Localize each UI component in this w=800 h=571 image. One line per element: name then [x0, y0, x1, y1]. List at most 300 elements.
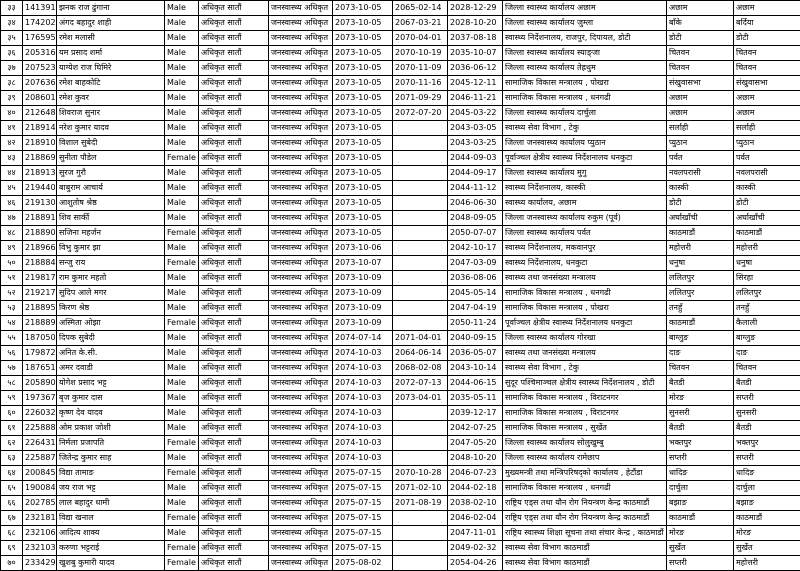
post-title-cell: जनस्वास्थ्य अधिकृत — [269, 301, 333, 316]
home-district-cell: संखुवासभा — [667, 76, 734, 91]
home-district-cell: ललितपुर — [667, 286, 734, 301]
retirement-date-cell: 2042-10-17 — [448, 241, 503, 256]
employee-id-cell: 207523 — [23, 61, 57, 76]
office-name-cell: स्वास्थ्य सेवा विभाग काठमाडौं — [503, 541, 667, 556]
row-number-cell: ५८ — [1, 376, 23, 391]
table-row — [1, 421, 800, 436]
row-number-cell: ५५ — [1, 331, 23, 346]
appointment-date-cell: 2073-10-07 — [333, 256, 393, 271]
row-number-cell: ६० — [1, 406, 23, 421]
row-number-cell: ४३ — [1, 151, 23, 166]
appointment-date-cell: 2075-08-02 — [333, 556, 393, 571]
retirement-date-cell: 2036-05-07 — [448, 346, 503, 361]
gender-cell: Female — [165, 511, 199, 526]
office-name-cell: सामाजिक विकास मन्त्रालय , धनगढी — [503, 91, 667, 106]
table-row — [1, 1, 800, 16]
office-name-cell: जिल्ला स्वास्थ्य कार्यालय दार्चुला — [503, 106, 667, 121]
permanent-district-cell: संखुवासभा — [734, 76, 800, 91]
employee-name-cell: सजिना महर्जन — [57, 226, 165, 241]
employee-name-cell: ओम प्रकाश जोशी — [57, 421, 165, 436]
first-appointment-date-cell — [393, 136, 448, 151]
employee-id-cell: 232103 — [23, 541, 57, 556]
office-name-cell: स्वास्थ्य कार्यालय, अछाम — [503, 196, 667, 211]
first-appointment-date-cell — [393, 181, 448, 196]
row-number-cell: ४८ — [1, 226, 23, 241]
post-level-cell: अधिकृत सातौं — [199, 466, 269, 481]
employee-id-cell: 219217 — [23, 286, 57, 301]
table-row — [1, 16, 800, 31]
retirement-date-cell: 2035-05-11 — [448, 391, 503, 406]
first-appointment-date-cell: 2068-02-08 — [393, 361, 448, 376]
office-name-cell: सामाजिक विकास मन्त्रालय , धनगढी — [503, 286, 667, 301]
home-district-cell: धनुषा — [667, 256, 734, 271]
employee-name-cell: झनक राज ढुंगाना — [57, 1, 165, 16]
office-name-cell: जिल्ला स्वास्थ्य कार्यालय मुगु — [503, 166, 667, 181]
retirement-date-cell: 2040-09-15 — [448, 331, 503, 346]
permanent-district-cell: अछाम — [734, 91, 800, 106]
employee-name-cell: आदित्य शाक्य — [57, 526, 165, 541]
post-title-cell: जनस्वास्थ्य अधिकृत — [269, 241, 333, 256]
home-district-cell: काठमाडौं — [667, 226, 734, 241]
employee-name-cell: राम कुमार महतो — [57, 271, 165, 286]
appointment-date-cell: 2073-10-05 — [333, 226, 393, 241]
post-title-cell: जनस्वास्थ्य अधिकृत — [269, 256, 333, 271]
permanent-district-cell: धनुषा — [734, 256, 800, 271]
home-district-cell: अछाम — [667, 91, 734, 106]
home-district-cell: डोटी — [667, 31, 734, 46]
gender-cell: Female — [165, 436, 199, 451]
first-appointment-date-cell — [393, 541, 448, 556]
table-row — [1, 76, 800, 91]
appointment-date-cell: 2075-07-15 — [333, 481, 393, 496]
first-appointment-date-cell — [393, 121, 448, 136]
row-number-cell: ५० — [1, 256, 23, 271]
post-level-cell: अधिकृत सातौं — [199, 541, 269, 556]
row-number-cell: ३५ — [1, 31, 23, 46]
first-appointment-date-cell — [393, 421, 448, 436]
employee-name-cell: रमेश कुवर — [57, 91, 165, 106]
home-district-cell: मोरङ — [667, 391, 734, 406]
post-title-cell: जनस्वास्थ्य अधिकृत — [269, 451, 333, 466]
post-title-cell: जनस्वास्थ्य अधिकृत — [269, 391, 333, 406]
home-district-cell: अछाम — [667, 106, 734, 121]
post-level-cell: अधिकृत सातौं — [199, 316, 269, 331]
employee-id-cell: 208601 — [23, 91, 57, 106]
retirement-date-cell: 2046-07-23 — [448, 466, 503, 481]
first-appointment-date-cell — [393, 241, 448, 256]
post-title-cell: जनस्वास्थ्य अधिकृत — [269, 361, 333, 376]
retirement-date-cell: 2044-06-15 — [448, 376, 503, 391]
row-number-cell: ६४ — [1, 466, 23, 481]
home-district-cell: चितवन — [667, 361, 734, 376]
home-district-cell: बैतडी — [667, 376, 734, 391]
employee-id-cell: 179872 — [23, 346, 57, 361]
home-district-cell: सुनसरी — [667, 406, 734, 421]
permanent-district-cell: ललितपुर — [734, 286, 800, 301]
first-appointment-date-cell: 2071-04-01 — [393, 331, 448, 346]
home-district-cell: अछाम — [667, 1, 734, 16]
gender-cell: Male — [165, 16, 199, 31]
gender-cell: Female — [165, 226, 199, 241]
home-district-cell: मोरङ — [667, 526, 734, 541]
first-appointment-date-cell: 2073-04-01 — [393, 391, 448, 406]
appointment-date-cell: 2073-10-09 — [333, 301, 393, 316]
office-name-cell: स्वास्थ्य निर्देशनालय, धनकुटा — [503, 256, 667, 271]
home-district-cell: बाँके — [667, 16, 734, 31]
retirement-date-cell: 2028-12-29 — [448, 1, 503, 16]
post-level-cell: अधिकृत सातौं — [199, 451, 269, 466]
table-row — [1, 136, 800, 151]
first-appointment-date-cell — [393, 526, 448, 541]
row-number-cell: ५६ — [1, 346, 23, 361]
post-level-cell: अधिकृत सातौं — [199, 46, 269, 61]
post-level-cell: अधिकृत सातौं — [199, 31, 269, 46]
employee-id-cell: 218913 — [23, 166, 57, 181]
appointment-date-cell: 2075-07-15 — [333, 466, 393, 481]
first-appointment-date-cell: 2072-07-20 — [393, 106, 448, 121]
employee-name-cell: नरेश कुमार यादव — [57, 121, 165, 136]
home-district-cell: बझाङ — [667, 496, 734, 511]
appointment-date-cell: 2073-10-09 — [333, 316, 393, 331]
employee-name-cell: करुणा भट्टराई — [57, 541, 165, 556]
post-level-cell: अधिकृत सातौं — [199, 211, 269, 226]
post-title-cell: जनस्वास्थ्य अधिकृत — [269, 286, 333, 301]
retirement-date-cell: 2048-10-20 — [448, 451, 503, 466]
permanent-district-cell: मोरङ — [734, 526, 800, 541]
post-level-cell: अधिकृत सातौं — [199, 256, 269, 271]
employee-id-cell: 219130 — [23, 196, 57, 211]
post-level-cell: अधिकृत सातौं — [199, 406, 269, 421]
home-district-cell: चितवन — [667, 61, 734, 76]
post-level-cell: अधिकृत सातौं — [199, 556, 269, 571]
post-title-cell: जनस्वास्थ्य अधिकृत — [269, 376, 333, 391]
employee-name-cell: अनित के.सी. — [57, 346, 165, 361]
employee-id-cell: 207636 — [23, 76, 57, 91]
office-name-cell: जिल्ला स्वास्थ्य कार्यालय गोरखा — [503, 331, 667, 346]
row-number-cell: ४२ — [1, 136, 23, 151]
post-title-cell: जनस्वास्थ्य अधिकृत — [269, 541, 333, 556]
appointment-date-cell: 2073-10-05 — [333, 1, 393, 16]
appointment-date-cell: 2073-10-05 — [333, 166, 393, 181]
appointment-date-cell: 2075-07-15 — [333, 526, 393, 541]
first-appointment-date-cell: 2072-07-13 — [393, 376, 448, 391]
employee-name-cell: याग्येश राज घिमिरे — [57, 61, 165, 76]
table-row — [1, 481, 800, 496]
office-name-cell: स्वास्थ्य निर्देशनालय, राजपुर, दिपायल, डोटी — [503, 31, 667, 46]
employee-id-cell: 225887 — [23, 451, 57, 466]
retirement-date-cell: 2049-02-32 — [448, 541, 503, 556]
table-row — [1, 256, 800, 271]
retirement-date-cell: 2028-10-20 — [448, 16, 503, 31]
gender-cell: Male — [165, 451, 199, 466]
gender-cell: Male — [165, 406, 199, 421]
retirement-date-cell: 2045-05-14 — [448, 286, 503, 301]
office-name-cell: मुख्यमन्त्री तथा मन्त्रिपरिषद्को कार्यालय , हेटौंडा — [503, 466, 667, 481]
post-title-cell: जनस्वास्थ्य अधिकृत — [269, 1, 333, 16]
employee-name-cell: जय राज भट्ट — [57, 481, 165, 496]
home-district-cell: चितवन — [667, 46, 734, 61]
gender-cell: Male — [165, 121, 199, 136]
table-row — [1, 211, 800, 226]
appointment-date-cell: 2074-07-14 — [333, 331, 393, 346]
post-level-cell: अधिकृत सातौं — [199, 241, 269, 256]
permanent-district-cell: अर्घाखाँची — [734, 211, 800, 226]
appointment-date-cell: 2073-10-05 — [333, 106, 393, 121]
permanent-district-cell: चितवन — [734, 46, 800, 61]
post-title-cell: जनस्वास्थ्य अधिकृत — [269, 91, 333, 106]
permanent-district-cell: बाग्लुङ — [734, 331, 800, 346]
office-name-cell: पूर्वाञ्चल क्षेत्रीय स्वास्थ्य निर्देशनालय धनकुटा — [503, 151, 667, 166]
row-number-cell: ३९ — [1, 91, 23, 106]
office-name-cell: स्वास्थ्य निर्देशनालय, कास्की — [503, 181, 667, 196]
row-number-cell: ६८ — [1, 526, 23, 541]
row-number-cell: ५९ — [1, 391, 23, 406]
post-level-cell: अधिकृत सातौं — [199, 166, 269, 181]
first-appointment-date-cell — [393, 256, 448, 271]
first-appointment-date-cell — [393, 406, 448, 421]
gender-cell: Male — [165, 301, 199, 316]
post-level-cell: अधिकृत सातौं — [199, 421, 269, 436]
post-title-cell: जनस्वास्थ्य अधिकृत — [269, 121, 333, 136]
row-number-cell: ३६ — [1, 46, 23, 61]
retirement-date-cell: 2043-03-25 — [448, 136, 503, 151]
home-district-cell: प्युठान — [667, 136, 734, 151]
row-number-cell: ३७ — [1, 61, 23, 76]
gender-cell: Male — [165, 241, 199, 256]
office-name-cell: स्वास्थ्य तथा जनसंख्या मन्त्रालय — [503, 271, 667, 286]
retirement-date-cell: 2043-10-14 — [448, 361, 503, 376]
post-title-cell: जनस्वास्थ्य अधिकृत — [269, 211, 333, 226]
permanent-district-cell: अछाम — [734, 1, 800, 16]
appointment-date-cell: 2073-10-05 — [333, 121, 393, 136]
office-name-cell: जिल्ला स्वास्थ्य कार्यालय स्याङ्जा — [503, 46, 667, 61]
employee-id-cell: 218891 — [23, 211, 57, 226]
employee-name-cell: बृज कुमार दास — [57, 391, 165, 406]
office-name-cell: पूर्वाञ्चल क्षेत्रीय स्वास्थ्य निर्देशनालय धनकुटा — [503, 316, 667, 331]
home-district-cell: अर्घाखाँची — [667, 211, 734, 226]
gender-cell: Female — [165, 256, 199, 271]
post-level-cell: अधिकृत सातौं — [199, 286, 269, 301]
table-row — [1, 151, 800, 166]
employee-id-cell: 187050 — [23, 331, 57, 346]
appointment-date-cell: 2074-10-03 — [333, 451, 393, 466]
permanent-district-cell: सप्तरी — [734, 391, 800, 406]
table-row — [1, 451, 800, 466]
employee-id-cell: 218890 — [23, 226, 57, 241]
row-number-cell: ६३ — [1, 451, 23, 466]
first-appointment-date-cell — [393, 211, 448, 226]
employee-name-cell: जितेन्द्र कुमार साह — [57, 451, 165, 466]
first-appointment-date-cell: 2071-02-10 — [393, 481, 448, 496]
table-row — [1, 61, 800, 76]
post-level-cell: अधिकृत सातौं — [199, 151, 269, 166]
employee-name-cell: खुशबु कुमारी यादव — [57, 556, 165, 571]
gender-cell: Male — [165, 391, 199, 406]
retirement-date-cell: 2036-06-12 — [448, 61, 503, 76]
post-level-cell: अधिकृत सातौं — [199, 106, 269, 121]
post-title-cell: जनस्वास्थ्य अधिकृत — [269, 226, 333, 241]
retirement-date-cell: 2050-11-24 — [448, 316, 503, 331]
first-appointment-date-cell: 2070-04-01 — [393, 31, 448, 46]
employee-id-cell: 197367 — [23, 391, 57, 406]
retirement-date-cell: 2047-04-19 — [448, 301, 503, 316]
first-appointment-date-cell: 2065-02-14 — [393, 1, 448, 16]
post-level-cell: अधिकृत सातौं — [199, 526, 269, 541]
retirement-date-cell: 2035-10-07 — [448, 46, 503, 61]
gender-cell: Male — [165, 421, 199, 436]
employee-id-cell: 226032 — [23, 406, 57, 421]
appointment-date-cell: 2073-10-05 — [333, 211, 393, 226]
gender-cell: Male — [165, 76, 199, 91]
retirement-date-cell: 2045-12-11 — [448, 76, 503, 91]
row-number-cell: ५१ — [1, 271, 23, 286]
retirement-date-cell: 2043-03-05 — [448, 121, 503, 136]
gender-cell: Male — [165, 106, 199, 121]
gender-cell: Male — [165, 166, 199, 181]
appointment-date-cell: 2073-10-05 — [333, 151, 393, 166]
retirement-date-cell: 2044-02-18 — [448, 481, 503, 496]
gender-cell: Male — [165, 1, 199, 16]
permanent-district-cell: तनहुँ — [734, 301, 800, 316]
office-name-cell: जिल्ला जनस्वास्थ्य कार्यालय प्युठान — [503, 136, 667, 151]
employee-id-cell: 176595 — [23, 31, 57, 46]
first-appointment-date-cell — [393, 301, 448, 316]
employee-name-cell: शिव सार्की — [57, 211, 165, 226]
appointment-date-cell: 2075-07-15 — [333, 511, 393, 526]
home-district-cell: महोत्तरी — [667, 241, 734, 256]
row-number-cell: ४० — [1, 106, 23, 121]
post-title-cell: जनस्वास्थ्य अधिकृत — [269, 496, 333, 511]
appointment-date-cell: 2075-07-15 — [333, 496, 393, 511]
permanent-district-cell: प्युठान — [734, 136, 800, 151]
table-row — [1, 496, 800, 511]
first-appointment-date-cell: 2070-11-16 — [393, 76, 448, 91]
permanent-district-cell: सिरहा — [734, 271, 800, 286]
employee-name-cell: बाबुराम आचार्य — [57, 181, 165, 196]
post-title-cell: जनस्वास्थ्य अधिकृत — [269, 76, 333, 91]
office-name-cell: सामाजिक विकास मन्त्रालय , पोखरा — [503, 301, 667, 316]
employee-id-cell: 232106 — [23, 526, 57, 541]
permanent-district-cell: अछाम — [734, 106, 800, 121]
post-title-cell: जनस्वास्थ्य अधिकृत — [269, 136, 333, 151]
home-district-cell: सर्लाही — [667, 121, 734, 136]
permanent-district-cell: बैतडी — [734, 376, 800, 391]
post-title-cell: जनस्वास्थ्य अधिकृत — [269, 526, 333, 541]
permanent-district-cell: काठमाडौं — [734, 511, 800, 526]
gender-cell: Male — [165, 31, 199, 46]
retirement-date-cell: 2044-11-12 — [448, 181, 503, 196]
gender-cell: Male — [165, 496, 199, 511]
gender-cell: Female — [165, 466, 199, 481]
row-number-cell: ६९ — [1, 541, 23, 556]
post-title-cell: जनस्वास्थ्य अधिकृत — [269, 316, 333, 331]
gender-cell: Male — [165, 346, 199, 361]
office-name-cell: जिल्ला स्वास्थ्य कार्यालय जुम्ला — [503, 16, 667, 31]
retirement-date-cell: 2038-02-10 — [448, 496, 503, 511]
home-district-cell: बैतडी — [667, 421, 734, 436]
employee-name-cell: शिवराज सुनार — [57, 106, 165, 121]
table-row — [1, 361, 800, 376]
gender-cell: Male — [165, 376, 199, 391]
row-number-cell: ४६ — [1, 196, 23, 211]
permanent-district-cell: कैलाली — [734, 316, 800, 331]
office-name-cell: जिल्ला स्वास्थ्य कार्यालय सोलुखुम्बु — [503, 436, 667, 451]
employee-name-cell: सुदिप आले मगर — [57, 286, 165, 301]
table-row — [1, 511, 800, 526]
permanent-district-cell: चितवन — [734, 61, 800, 76]
post-level-cell: अधिकृत सातौं — [199, 496, 269, 511]
employee-id-cell: 187651 — [23, 361, 57, 376]
post-level-cell: अधिकृत सातौं — [199, 181, 269, 196]
post-level-cell: अधिकृत सातौं — [199, 271, 269, 286]
employee-id-cell: 226431 — [23, 436, 57, 451]
post-title-cell: जनस्वास्थ्य अधिकृत — [269, 61, 333, 76]
first-appointment-date-cell — [393, 166, 448, 181]
row-number-cell: ६२ — [1, 436, 23, 451]
employee-id-cell: 202785 — [23, 496, 57, 511]
post-title-cell: जनस्वास्थ्य अधिकृत — [269, 31, 333, 46]
office-name-cell: सामाजिक विकास मन्त्रालय , सुर्खेत — [503, 421, 667, 436]
post-title-cell: जनस्वास्थ्य अधिकृत — [269, 466, 333, 481]
table-row — [1, 31, 800, 46]
appointment-date-cell: 2074-10-03 — [333, 391, 393, 406]
table-row — [1, 331, 800, 346]
gender-cell: Female — [165, 151, 199, 166]
home-district-cell: काठमाडौं — [667, 316, 734, 331]
employee-id-cell: 205316 — [23, 46, 57, 61]
employee-id-cell: 219817 — [23, 271, 57, 286]
table-body — [1, 1, 800, 571]
row-number-cell: ६५ — [1, 481, 23, 496]
gender-cell: Male — [165, 481, 199, 496]
office-name-cell: स्वास्थ्य निर्देशनालय, मकवानपुर — [503, 241, 667, 256]
post-level-cell: अधिकृत सातौं — [199, 376, 269, 391]
row-number-cell: ५३ — [1, 301, 23, 316]
first-appointment-date-cell — [393, 196, 448, 211]
row-number-cell: ५७ — [1, 361, 23, 376]
post-title-cell: जनस्वास्थ्य अधिकृत — [269, 271, 333, 286]
office-name-cell: स्वास्थ्य तथा जनसंख्या मन्त्रालय — [503, 346, 667, 361]
permanent-district-cell: पर्वत — [734, 151, 800, 166]
post-title-cell: जनस्वास्थ्य अधिकृत — [269, 421, 333, 436]
appointment-date-cell: 2073-10-05 — [333, 16, 393, 31]
employee-name-cell: सन्जु राय — [57, 256, 165, 271]
table-row — [1, 241, 800, 256]
appointment-date-cell: 2073-10-05 — [333, 196, 393, 211]
retirement-date-cell: 2047-03-09 — [448, 256, 503, 271]
office-name-cell: जिल्ला स्वास्थ्य कार्यालय तेह्रथुम — [503, 61, 667, 76]
first-appointment-date-cell: 2070-10-19 — [393, 46, 448, 61]
post-level-cell: अधिकृत सातौं — [199, 76, 269, 91]
permanent-district-cell: काठमाडौं — [734, 226, 800, 241]
permanent-district-cell: सप्तरी — [734, 451, 800, 466]
retirement-date-cell: 2044-09-17 — [448, 166, 503, 181]
employee-id-cell: 141391 — [23, 1, 57, 16]
retirement-date-cell: 2046-06-30 — [448, 196, 503, 211]
home-district-cell: तनहुँ — [667, 301, 734, 316]
office-name-cell: जिल्ला स्वास्थ्य कार्यालय पर्वत — [503, 226, 667, 241]
table-row — [1, 436, 800, 451]
post-level-cell: अधिकृत सातौं — [199, 16, 269, 31]
employee-name-cell: विभु कुमार झा — [57, 241, 165, 256]
office-name-cell: स्वास्थ्य सेवा विभाग काठमाडौं — [503, 556, 667, 571]
office-name-cell: राष्ट्रिय स्वास्थ्य शिक्षा सूचना तथा संचार केन्द्र , काठमाडौं — [503, 526, 667, 541]
first-appointment-date-cell — [393, 271, 448, 286]
appointment-date-cell: 2073-10-05 — [333, 136, 393, 151]
office-name-cell: सुदूर पश्चिमाञ्चल क्षेत्रीय स्वास्थ्य निर्देशनालय , डोटी — [503, 376, 667, 391]
row-number-cell: ३४ — [1, 16, 23, 31]
employee-name-cell: यम प्रसाद शर्मा — [57, 46, 165, 61]
